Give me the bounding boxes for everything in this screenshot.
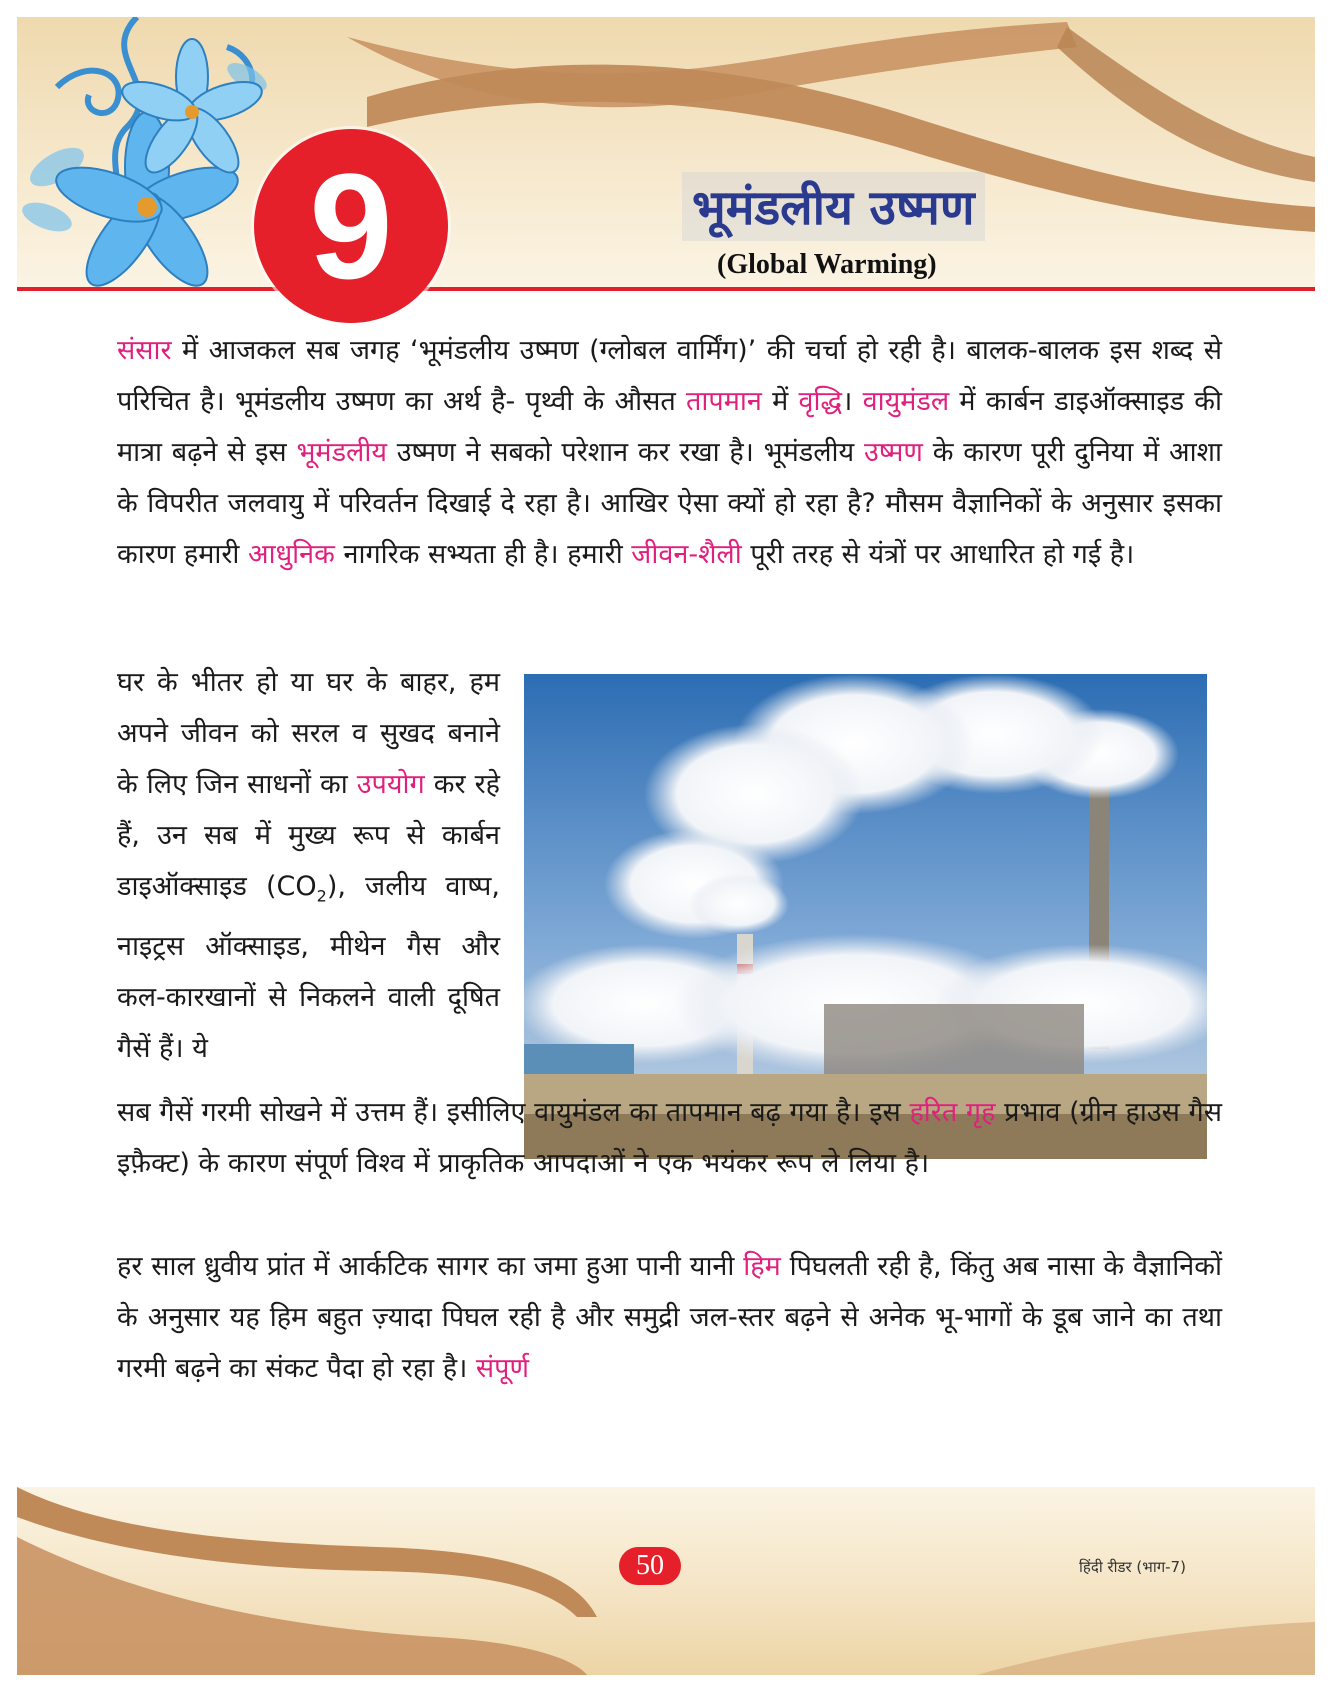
text-run: उष्मण ने सबको परेशान कर रखा है। भूमंडलीय: [386, 437, 864, 468]
highlighted-term: आधुनिक: [247, 539, 335, 570]
highlighted-term: संपूर्ण: [475, 1353, 530, 1384]
book-title: हिंदी रीडर (भाग-7): [1079, 1558, 1186, 1576]
text-run: ।: [842, 386, 863, 417]
text-run: नागरिक सभ्यता ही है। हमारी: [334, 539, 632, 570]
text-run: में कार्बन डाइऑक्साइड की मात्रा बढ़ने से इस: [117, 386, 1222, 468]
highlighted-term: हिम: [743, 1251, 781, 1282]
chapter-title-english: (Global Warming): [717, 249, 937, 280]
highlighted-term: हरित गृह: [909, 1097, 996, 1128]
page: [17, 17, 1315, 1675]
highlighted-term: तापमान: [686, 386, 762, 417]
chapter-number-badge: [254, 129, 448, 323]
text-run: के कारण पूरी दुनिया में आशा के विपरीत जलवायु में परिवर्तन दिखाई दे रहा है। आखिर ऐसा क्यों हो रहा है? मौसम वैज्ञानिकों के अनुसार इसका कारण हमारी: [117, 437, 1222, 570]
page-number: 50: [619, 1547, 681, 1585]
paragraph-3: [117, 1241, 1222, 1394]
text-run: कर रहे हैं, उन सब में मुख्य रूप से कार्बन डाइऑक्साइड (CO: [117, 769, 500, 902]
text-run: सब गैसें गरमी सोखने में उत्तम हैं। इसीलिए वायुमंडल का तापमान बढ़ गया है। इस: [117, 1097, 910, 1128]
text-run: हर साल ध्रुवीय प्रांत में आर्कटिक सागर का जमा हुआ पानी यानी: [117, 1251, 744, 1282]
text-run: ), जलीय वाष्प, नाइट्रस ऑक्साइड, मीथेन गैस और कल-कारखानों से निकलने वाली दूषित गैसें हैं। ये: [117, 871, 500, 1065]
highlighted-term: संसार: [117, 335, 172, 366]
highlighted-term: वायुमंडल: [862, 386, 950, 417]
highlighted-term: उपयोग: [356, 769, 425, 800]
chapter-header: [17, 17, 1315, 289]
text-run: पिघलती रही है, किंतु अब नासा के वैज्ञानिकों के अनुसार यह हिम बहुत ज़्यादा पिघल रही है और समुद्री जल-स्तर बढ़ने से अनेक भू-भागों के डूब जाने का तथा गरमी बढ़ने का संकट पैदा हो रहा है।: [117, 1251, 1222, 1384]
chapter-number: 9: [309, 142, 393, 310]
chapter-title-hindi: भूमंडलीय उष्मण: [682, 172, 985, 241]
text-run: में: [761, 386, 799, 417]
highlighted-term: भूमंडलीय: [296, 437, 387, 468]
text-run: प्रभाव (ग्रीन हाउस गैस इफ़ैक्ट) के कारण संपूर्ण विश्व में प्राकृतिक आपदाओं ने एक भयंकर रूप ले लिया है।: [117, 1097, 1222, 1179]
header-rule: [17, 287, 1315, 291]
flower-decoration: [17, 17, 277, 289]
paragraph-1: [117, 325, 1222, 580]
highlighted-term: उष्मण: [863, 437, 923, 468]
text-run: में आजकल सब जगह ‘भूमंडलीय उष्मण (ग्लोबल वार्मिंग)’ की चर्चा हो रही है। बालक-बालक इस शब्द से परिचित है। भूमंडलीय उष्मण का अर्थ है- पृथ्वी के औसत: [117, 335, 1222, 417]
paragraph-2-column: [117, 657, 500, 1074]
text-run: घर के भीतर हो या घर के बाहर, हम अपने जीवन को सरल व सुखद बनाने के लिए जिन साधनों का: [117, 667, 500, 800]
highlighted-term: वृद्धि: [798, 386, 843, 417]
text-run: पूरी तरह से यंत्रों पर आधारित हो गई है।: [741, 539, 1135, 570]
subscript: 2: [316, 886, 327, 906]
paragraph-2-continued: [117, 1087, 1222, 1189]
highlighted-term: जीवन-शैली: [631, 539, 742, 570]
